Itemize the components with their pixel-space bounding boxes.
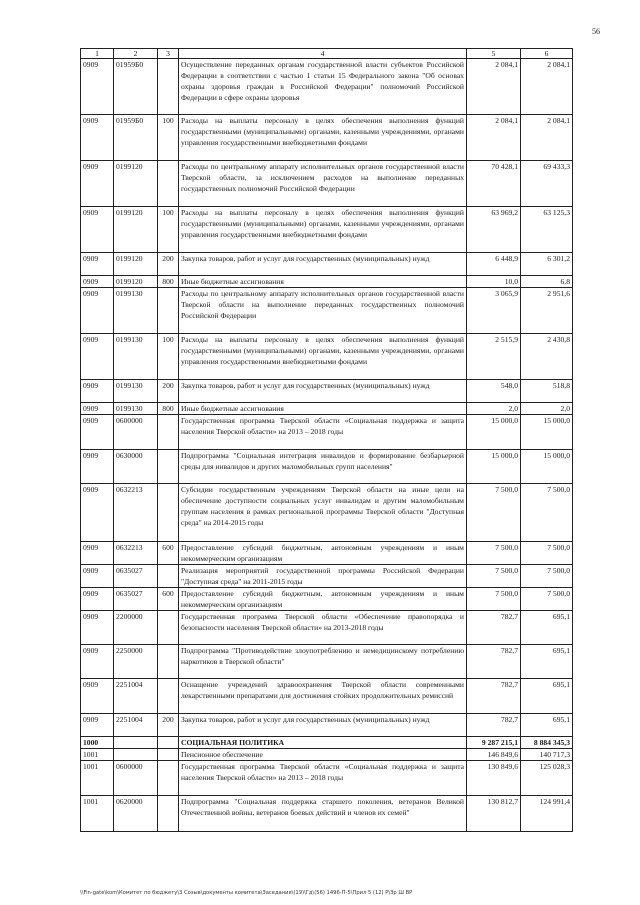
amount-plan-cell: 63 969,2 — [467, 207, 521, 253]
table-row — [81, 645, 573, 679]
table-row — [81, 161, 573, 207]
table-row — [81, 749, 573, 761]
table-row — [81, 403, 573, 415]
item-name-cell: Подпрограмма "Социальная интеграция инвалидов и формирование безбарьерной среды для инвалидов и других маломобильных групп населения" — [179, 450, 467, 484]
item-name-cell: Расходы на выплаты персоналу в целях обеспечения выполнения функций государственными (муниципальными) органами, казенными учреждениями, органами управления государственными внебюджетными фондами — [179, 334, 467, 380]
amount-actual-cell: 2,0 — [521, 403, 573, 415]
section-code-cell: 1001 — [81, 761, 114, 796]
item-name-cell: Расходы на выплаты персоналу в целях обеспечения выполнения функций государственными (муниципальными) органами, казенными учреждениями, органами управления государственными внебюджетными фондами — [179, 115, 467, 161]
section-code-cell: 0909 — [81, 611, 114, 645]
table-row — [81, 450, 573, 484]
item-name-cell: Реализация мероприятий государственной программы Российской Федерации "Доступная среда" на 2011-2015 годы — [179, 565, 467, 588]
expense-type-cell — [158, 679, 179, 714]
table-row — [81, 679, 573, 714]
item-name-cell: Государственная программа Тверской области «Социальная поддержка и защита населения Тверской области» на 2013 – 2018 годы — [179, 761, 467, 796]
target-article-cell: 0199120 — [114, 276, 158, 288]
item-name-cell: Подпрограмма "Социальная поддержка старшего поколения, ветеранов Великой Отечественной войны, ветеранов боевых действий и членов их семей" — [179, 796, 467, 832]
section-code-cell: 0909 — [81, 645, 114, 679]
amount-actual-cell: 6,8 — [521, 276, 573, 288]
amount-actual-cell: 7 500,0 — [521, 542, 573, 565]
section-code-cell: 0909 — [81, 207, 114, 253]
target-article-cell: 2251004 — [114, 714, 158, 737]
table-row — [81, 796, 573, 832]
amount-actual-cell: 2 951,6 — [521, 288, 573, 334]
section-code-cell: 0909 — [81, 288, 114, 334]
amount-actual-cell: 7 500,0 — [521, 565, 573, 588]
header-cell: 3 — [158, 49, 179, 59]
expense-type-cell: 200 — [158, 714, 179, 737]
amount-actual-cell: 7 500,0 — [521, 484, 573, 542]
item-name-cell: Государственная программа Тверской области «Социальная поддержка и защита населения Тверской области» на 2013 – 2018 годы — [179, 415, 467, 450]
item-name-cell: Осуществление переданных органам государственной власти субъектов Российской Федерации в соответствии с частью 1 статьи 15 Федерального закона "Об основах охраны здоровья граждан в Российской Федерации" полномочий Российской Федерации в сфере охраны здоровья — [179, 59, 467, 115]
target-article-cell — [114, 737, 158, 749]
target-article-cell: 0630000 — [114, 450, 158, 484]
amount-plan-cell: 15 000,0 — [467, 450, 521, 484]
amount-plan-cell: 548,0 — [467, 380, 521, 403]
amount-plan-cell: 3 065,9 — [467, 288, 521, 334]
amount-plan-cell: 130 849,6 — [467, 761, 521, 796]
target-article-cell: 0199130 — [114, 334, 158, 380]
table-row — [81, 565, 573, 588]
section-code-cell: 1001 — [81, 749, 114, 761]
item-name-cell: Закупка товаров, работ и услуг для государственных (муниципальных) нужд — [179, 253, 467, 276]
table-row — [81, 276, 573, 288]
expense-type-cell — [158, 737, 179, 749]
amount-actual-cell: 7 500,0 — [521, 588, 573, 611]
section-code-cell: 0909 — [81, 588, 114, 611]
section-code-cell: 0909 — [81, 59, 114, 115]
expense-type-cell — [158, 59, 179, 115]
amount-actual-cell: 518,8 — [521, 380, 573, 403]
expense-type-cell — [158, 749, 179, 761]
table-row — [81, 115, 573, 161]
expense-type-cell — [158, 484, 179, 542]
section-code-cell: 0909 — [81, 565, 114, 588]
amount-plan-cell: 7 500,0 — [467, 542, 521, 565]
amount-plan-cell: 7 500,0 — [467, 588, 521, 611]
item-name-cell: Иные бюджетные ассигнования — [179, 403, 467, 415]
target-article-cell: 0632213 — [114, 542, 158, 565]
item-name-cell: Иные бюджетные ассигнования — [179, 276, 467, 288]
section-code-cell: 0909 — [81, 380, 114, 403]
target-article-cell: 0199120 — [114, 161, 158, 207]
table-row — [81, 334, 573, 380]
target-article-cell: 2251004 — [114, 679, 158, 714]
table-row — [81, 611, 573, 645]
expense-type-cell: 100 — [158, 115, 179, 161]
table-row — [81, 714, 573, 737]
amount-actual-cell: 125 028,3 — [521, 761, 573, 796]
expense-type-cell: 600 — [158, 588, 179, 611]
expense-type-cell — [158, 565, 179, 588]
target-article-cell: 0600000 — [114, 761, 158, 796]
table-row — [81, 415, 573, 450]
section-code-cell: 0909 — [81, 403, 114, 415]
table-row — [81, 253, 573, 276]
amount-plan-cell: 782,7 — [467, 679, 521, 714]
expense-type-cell: 800 — [158, 276, 179, 288]
expense-type-cell: 100 — [158, 207, 179, 253]
item-name-cell: Государственная программа Тверской области «Обеспечение правопорядка и безопасности населения Тверской области» на 2013-2018 годы — [179, 611, 467, 645]
amount-plan-cell: 782,7 — [467, 714, 521, 737]
item-name-cell: Оснащение учреждений здравоохранения Тверской области современными лекарственными препаратами для достижения стойких продолжительных ремиссий — [179, 679, 467, 714]
amount-actual-cell: 124 991,4 — [521, 796, 573, 832]
amount-actual-cell: 6 301,2 — [521, 253, 573, 276]
target-article-cell: 0199130 — [114, 288, 158, 334]
table-row — [81, 761, 573, 796]
amount-plan-cell: 15 000,0 — [467, 415, 521, 450]
item-name-cell: СОЦИАЛЬНАЯ ПОЛИТИКА — [179, 737, 467, 749]
amount-actual-cell: 695,1 — [521, 714, 573, 737]
item-name-cell: Расходы по центральному аппарату исполнительных органов государственной власти Тверской области, за исключением расходов на выполнение переданных государственных полномочий Российской Федерации — [179, 161, 467, 207]
amount-actual-cell: 2 084,1 — [521, 59, 573, 115]
expense-type-cell — [158, 761, 179, 796]
section-code-cell: 0909 — [81, 276, 114, 288]
amount-plan-cell: 7 500,0 — [467, 484, 521, 542]
item-name-cell: Закупка товаров, работ и услуг для государственных (муниципальных) нужд — [179, 380, 467, 403]
page-number: 56 — [592, 27, 600, 36]
header-row — [81, 49, 573, 59]
header-cell: 1 — [81, 49, 114, 59]
table-row — [81, 207, 573, 253]
table-row — [81, 59, 573, 115]
section-code-cell: 1000 — [81, 737, 114, 749]
header-cell: 4 — [179, 49, 467, 59]
expense-type-cell — [158, 645, 179, 679]
section-code-cell: 0909 — [81, 334, 114, 380]
target-article-cell: 0600000 — [114, 415, 158, 450]
amount-actual-cell: 69 433,3 — [521, 161, 573, 207]
target-article-cell: 0199120 — [114, 253, 158, 276]
section-code-cell: 0909 — [81, 542, 114, 565]
target-article-cell: 0632213 — [114, 484, 158, 542]
amount-plan-cell: 6 448,9 — [467, 253, 521, 276]
target-article-cell: 2200000 — [114, 611, 158, 645]
table-row — [81, 288, 573, 334]
table-row — [81, 380, 573, 403]
amount-actual-cell: 695,1 — [521, 611, 573, 645]
amount-actual-cell: 15 000,0 — [521, 450, 573, 484]
table-row — [81, 588, 573, 611]
header-cell: 6 — [521, 49, 573, 59]
section-code-cell: 0909 — [81, 450, 114, 484]
table-row — [81, 737, 573, 749]
expense-type-cell: 200 — [158, 380, 179, 403]
target-article-cell: 0635027 — [114, 565, 158, 588]
amount-plan-cell: 2 084,1 — [467, 115, 521, 161]
section-code-cell: 1001 — [81, 796, 114, 832]
expense-type-cell: 800 — [158, 403, 179, 415]
target-article-cell: 01959Б0 — [114, 115, 158, 161]
target-article-cell: 0199130 — [114, 403, 158, 415]
amount-actual-cell: 2 084,1 — [521, 115, 573, 161]
budget-table — [80, 48, 573, 832]
amount-plan-cell: 2,0 — [467, 403, 521, 415]
expense-type-cell: 100 — [158, 334, 179, 380]
item-name-cell: Расходы по центральному аппарату исполнительных органов государственной власти Тверской области на выполнение переданных государственных полномочий Российской Федерации — [179, 288, 467, 334]
amount-actual-cell: 2 430,8 — [521, 334, 573, 380]
header-cell: 5 — [467, 49, 521, 59]
item-name-cell: Предоставление субсидий бюджетным, автономным учреждениям и иным некоммерческим организациям — [179, 542, 467, 565]
amount-actual-cell: 8 884 345,3 — [521, 737, 573, 749]
section-code-cell: 0909 — [81, 714, 114, 737]
section-code-cell: 0909 — [81, 415, 114, 450]
header-cell: 2 — [114, 49, 158, 59]
amount-plan-cell: 130 812,7 — [467, 796, 521, 832]
target-article-cell: 0620000 — [114, 796, 158, 832]
item-name-cell: Предоставление субсидий бюджетным, автономным учреждениям и иным некоммерческим организациям — [179, 588, 467, 611]
section-code-cell: 0909 — [81, 253, 114, 276]
item-name-cell: Подпрограмма "Противодействие злоупотреблению и немедицинскому потреблению наркотиков в Тверской области" — [179, 645, 467, 679]
expense-type-cell — [158, 415, 179, 450]
amount-plan-cell: 10,0 — [467, 276, 521, 288]
expense-type-cell — [158, 288, 179, 334]
target-article-cell: 2250000 — [114, 645, 158, 679]
amount-plan-cell: 70 428,1 — [467, 161, 521, 207]
section-code-cell: 0909 — [81, 679, 114, 714]
file-path-footer: \\Fin-gate\kom\Комитет по бюджету\3 Созыв\документы комитета\Заседания\(19)\Гд\(56) 1496-П-5\Прил 5 (12) Р\Зр Ш ВР — [80, 890, 413, 896]
section-code-cell: 0909 — [81, 115, 114, 161]
amount-plan-cell: 2 515,9 — [467, 334, 521, 380]
target-article-cell: 0199120 — [114, 207, 158, 253]
amount-actual-cell: 15 000,0 — [521, 415, 573, 450]
target-article-cell: 0199130 — [114, 380, 158, 403]
amount-actual-cell: 63 125,3 — [521, 207, 573, 253]
amount-plan-cell: 2 084,1 — [467, 59, 521, 115]
amount-plan-cell: 146 849,6 — [467, 749, 521, 761]
amount-plan-cell: 7 500,0 — [467, 565, 521, 588]
item-name-cell: Расходы на выплаты персоналу в целях обеспечения выполнения функций государственными (муниципальными) органами, казенными учреждениями, органами управления государственными внебюджетными фондами — [179, 207, 467, 253]
item-name-cell: Закупка товаров, работ и услуг для государственных (муниципальных) нужд — [179, 714, 467, 737]
expense-type-cell: 200 — [158, 253, 179, 276]
amount-plan-cell: 782,7 — [467, 611, 521, 645]
expense-type-cell — [158, 450, 179, 484]
amount-plan-cell: 782,7 — [467, 645, 521, 679]
section-code-cell: 0909 — [81, 484, 114, 542]
amount-actual-cell: 695,1 — [521, 679, 573, 714]
expense-type-cell — [158, 161, 179, 207]
section-code-cell: 0909 — [81, 161, 114, 207]
amount-actual-cell: 695,1 — [521, 645, 573, 679]
target-article-cell — [114, 749, 158, 761]
expense-type-cell — [158, 611, 179, 645]
amount-actual-cell: 140 717,3 — [521, 749, 573, 761]
target-article-cell: 0635027 — [114, 588, 158, 611]
expense-type-cell — [158, 796, 179, 832]
expense-type-cell: 600 — [158, 542, 179, 565]
amount-plan-cell: 9 287 215,1 — [467, 737, 521, 749]
target-article-cell: 01959Б0 — [114, 59, 158, 115]
table-row — [81, 484, 573, 542]
item-name-cell: Пенсионное обеспечение — [179, 749, 467, 761]
table-row — [81, 542, 573, 565]
item-name-cell: Субсидии государственным учреждениям Тверской области на иные цели на обеспечение доступности социальных услуг инвалидам и другим маломобильным группам населения в рамках региональной программы Тверской области "Доступная среда" на 2014-2015 годы — [179, 484, 467, 542]
